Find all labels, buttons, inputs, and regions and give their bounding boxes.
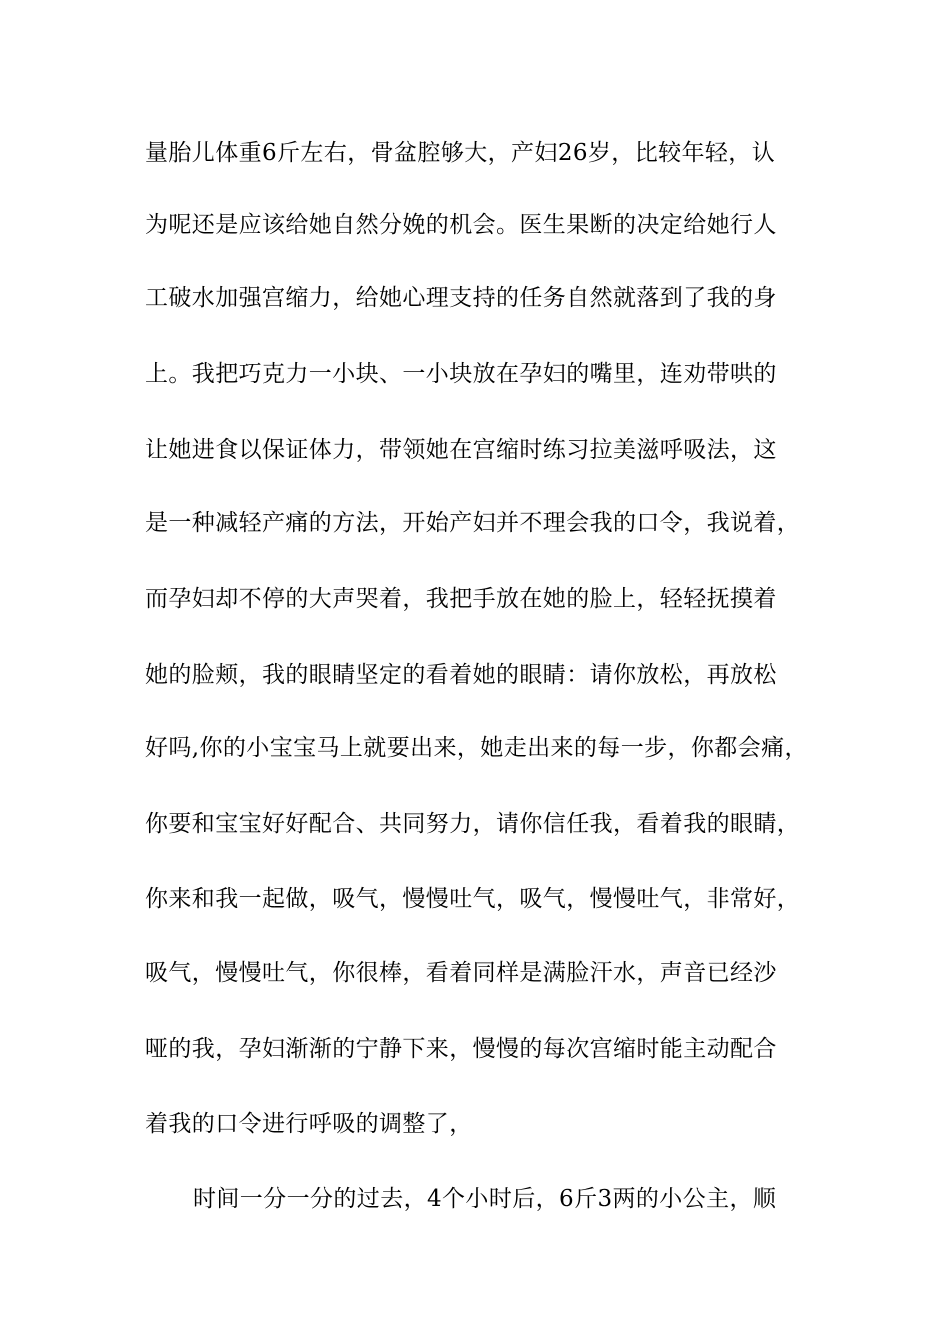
text-line: 上。我把巧克力一小块、一小块放在孕妇的嘴里，连劝带哄的: [145, 361, 777, 387]
text-line: 而孕妇却不停的大声哭着，我把手放在她的脸上，轻轻抚摸着: [145, 586, 777, 612]
text-line: 是一种减轻产痛的方法，开始产妇并不理会我的口令，我说着，: [145, 510, 801, 536]
text-line: 好吗,你的小宝宝马上就要出来，她走出来的每一步，你都会痛，: [145, 735, 808, 761]
text-line: 吸气，慢慢吐气，你很棒，看着同样是满脸汗水，声音已经沙: [145, 960, 777, 986]
text-line: 量胎儿体重6斤左右，骨盆腔够大，产妇26岁，比较年轻，认: [145, 140, 776, 166]
paragraph-start-line: 时间一分一分的过去，4个小时后，6斤3两的小公主，顺: [193, 1186, 777, 1212]
text-line: 你要和宝宝好好配合、共同努力，请你信任我，看着我的眼睛，: [145, 811, 801, 837]
text-line: 她的脸颊，我的眼睛坚定的看着她的眼睛：请你放松，再放松: [145, 662, 777, 688]
text-line: 让她进食以保证体力，带领她在宫缩时练习拉美滋呼吸法，这: [145, 437, 777, 463]
text-line: 为呢还是应该给她自然分娩的机会。医生果断的决定给她行人: [145, 212, 777, 238]
text-line: 你来和我一起做，吸气，慢慢吐气，吸气，慢慢吐气，非常好，: [145, 886, 801, 912]
text-line: 工破水加强宫缩力，给她心理支持的任务自然就落到了我的身: [145, 285, 777, 311]
text-line: 着我的口令进行呼吸的调整了，: [145, 1111, 473, 1137]
text-line: 哑的我，孕妇渐渐的宁静下来，慢慢的每次宫缩时能主动配合: [145, 1036, 777, 1062]
